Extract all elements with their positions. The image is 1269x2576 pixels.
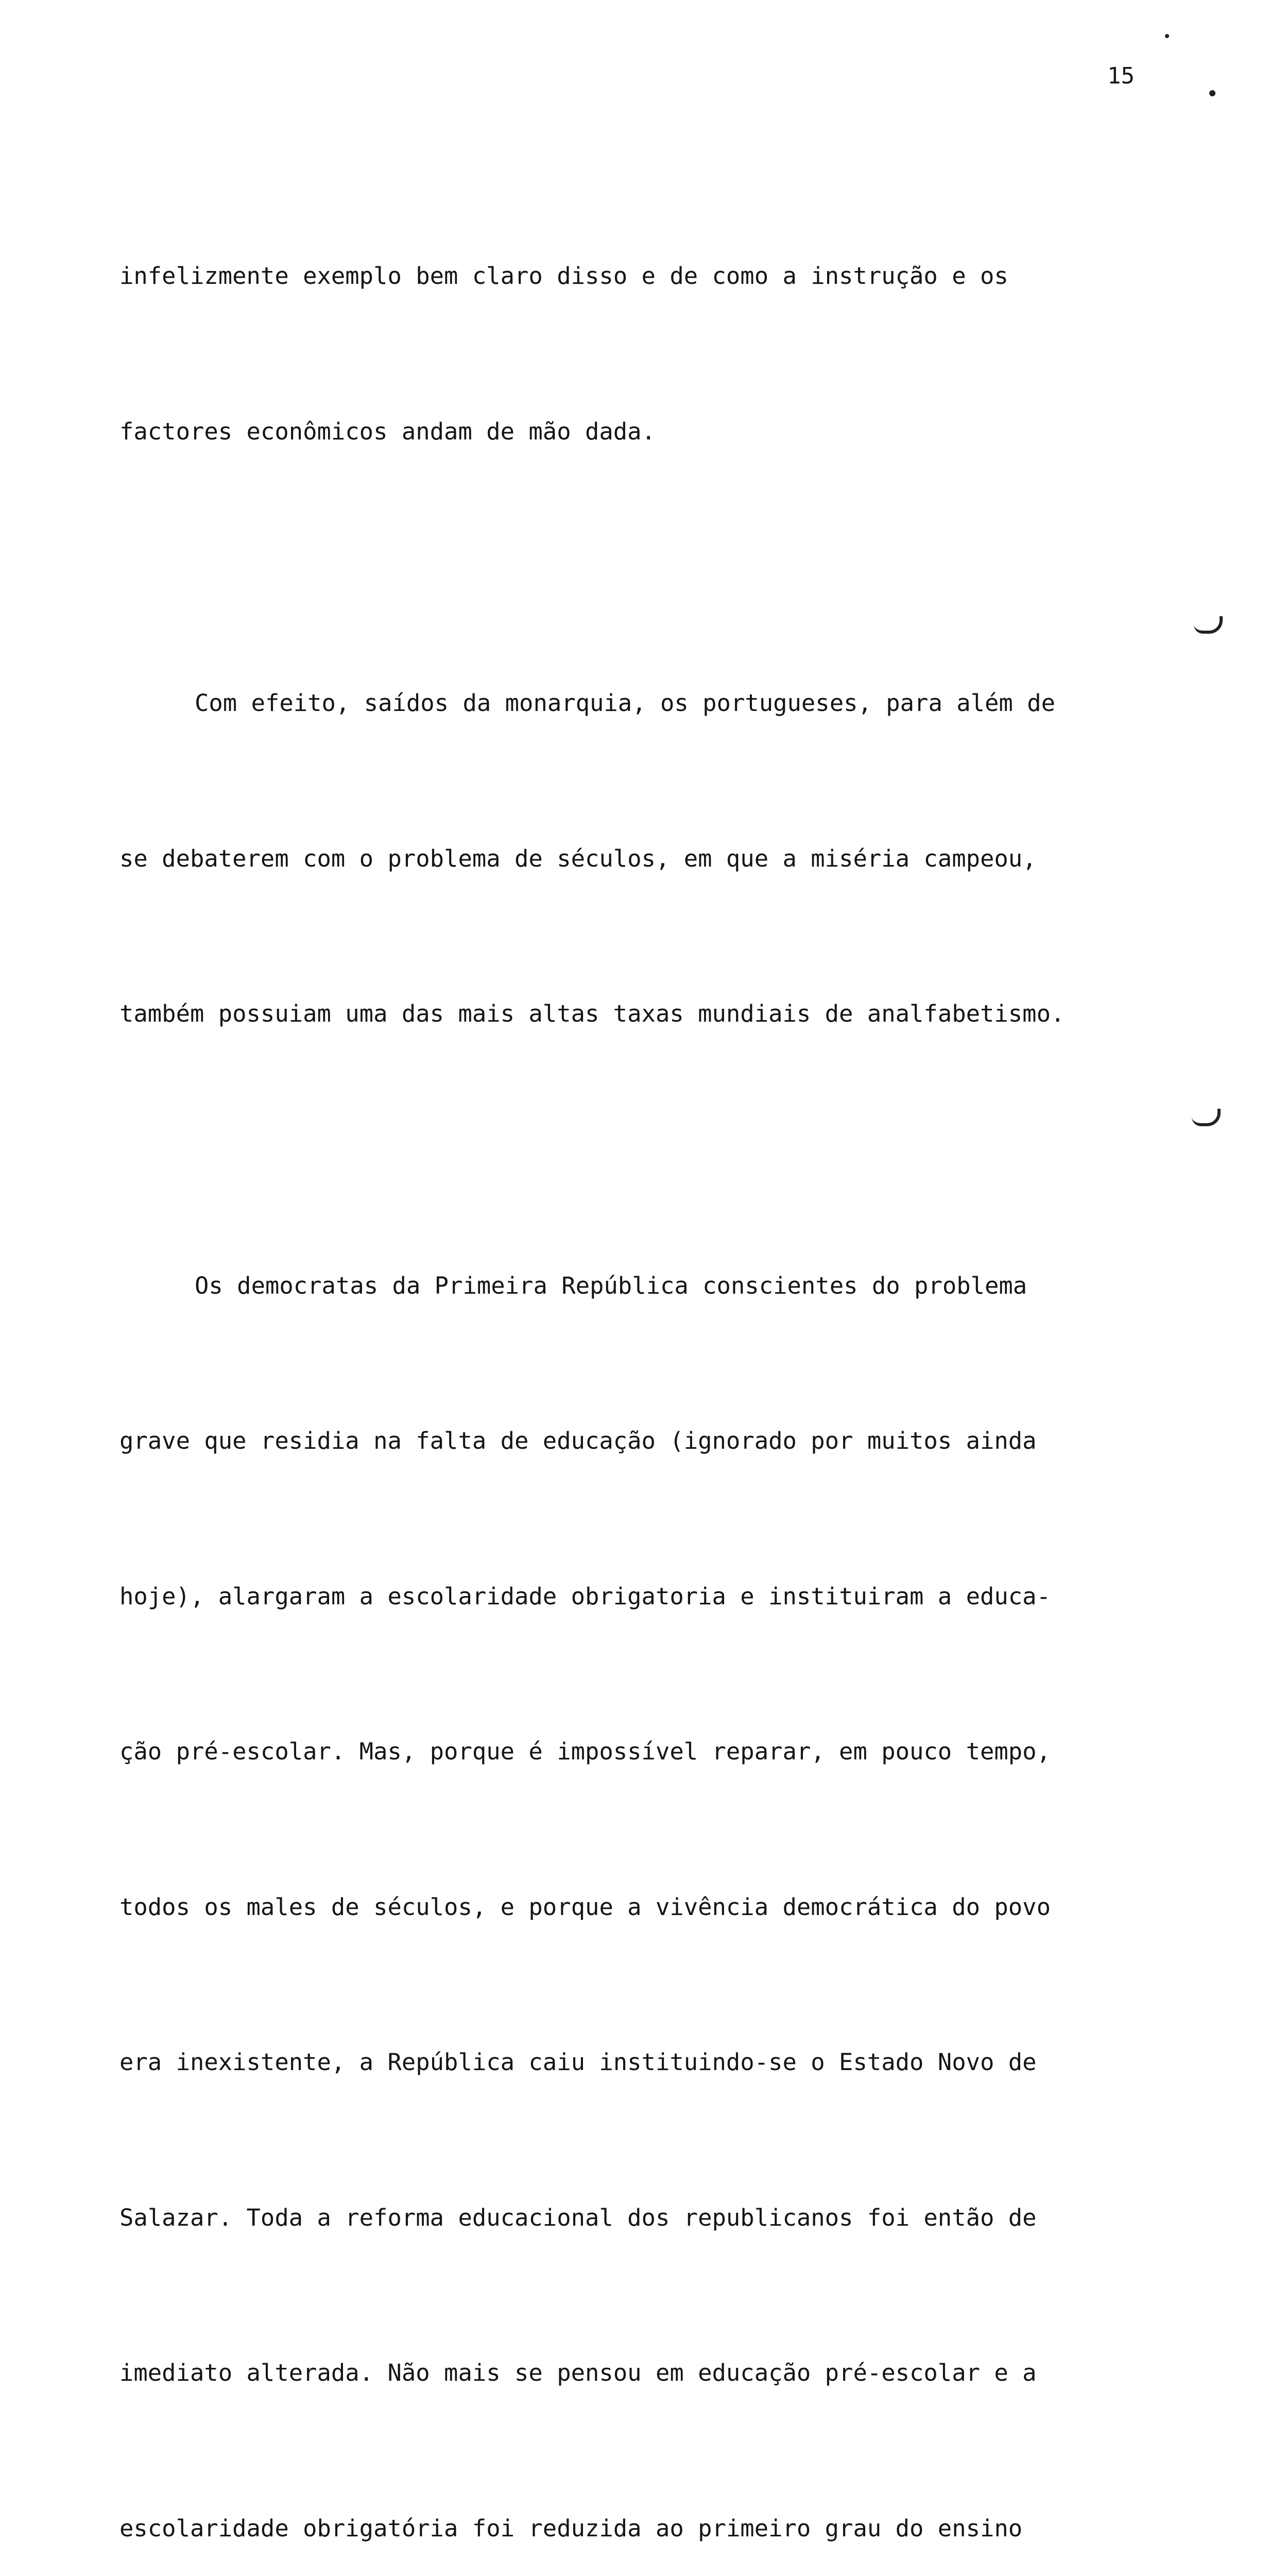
paragraph [119,574,1191,1144]
text-line: todos os males de séculos, e porque a vivência democrática do povo [119,1882,1191,1934]
text-line: hoje), alargaram a escolaridade obrigatoria e instituiram a educa- [119,1571,1191,1623]
text-line: Salazar. Toda a reforma educacional dos republicanos foi então de [119,2192,1191,2244]
text-line: grave que residia na falta de educação (ignorado por muitos ainda [119,1415,1191,1467]
paragraph [119,147,1191,561]
text-line: também possuiam uma das mais altas taxas mundiais de analfabetismo. [119,988,1191,1040]
paragraph [119,1157,1191,2576]
margin-dot [1165,34,1169,38]
text-line: imediato alterada. Não mais se pensou em educação pré-escolar e a [119,2347,1191,2399]
text-line: ção pré-escolar. Mas, porque é impossível reparar, em pouco tempo, [119,1726,1191,1778]
text-line: escolaridade obrigatória foi reduzida ao primeiro grau do ensino [119,2503,1191,2555]
text-line: se debaterem com o problema de séculos, em que a miséria campeou, [119,833,1191,885]
text-line: Com efeito, saídos da monarquia, os portugueses, para além de [119,677,1191,730]
margin-dot [1209,90,1215,96]
body-text [119,147,1191,2576]
margin-hand-mark [1192,1109,1221,1126]
text-line: infelizmente exemplo bem claro disso e de como a instrução e os [119,250,1191,302]
text-line: era inexistente, a República caiu instituindo-se o Estado Novo de [119,2037,1191,2089]
margin-hand-mark [1194,616,1223,634]
text-line: factores econômicos andam de mão dada. [119,406,1191,458]
text-line: Os democratas da Primeira República conscientes do problema [119,1260,1191,1312]
page-number: 15 [1107,61,1135,92]
